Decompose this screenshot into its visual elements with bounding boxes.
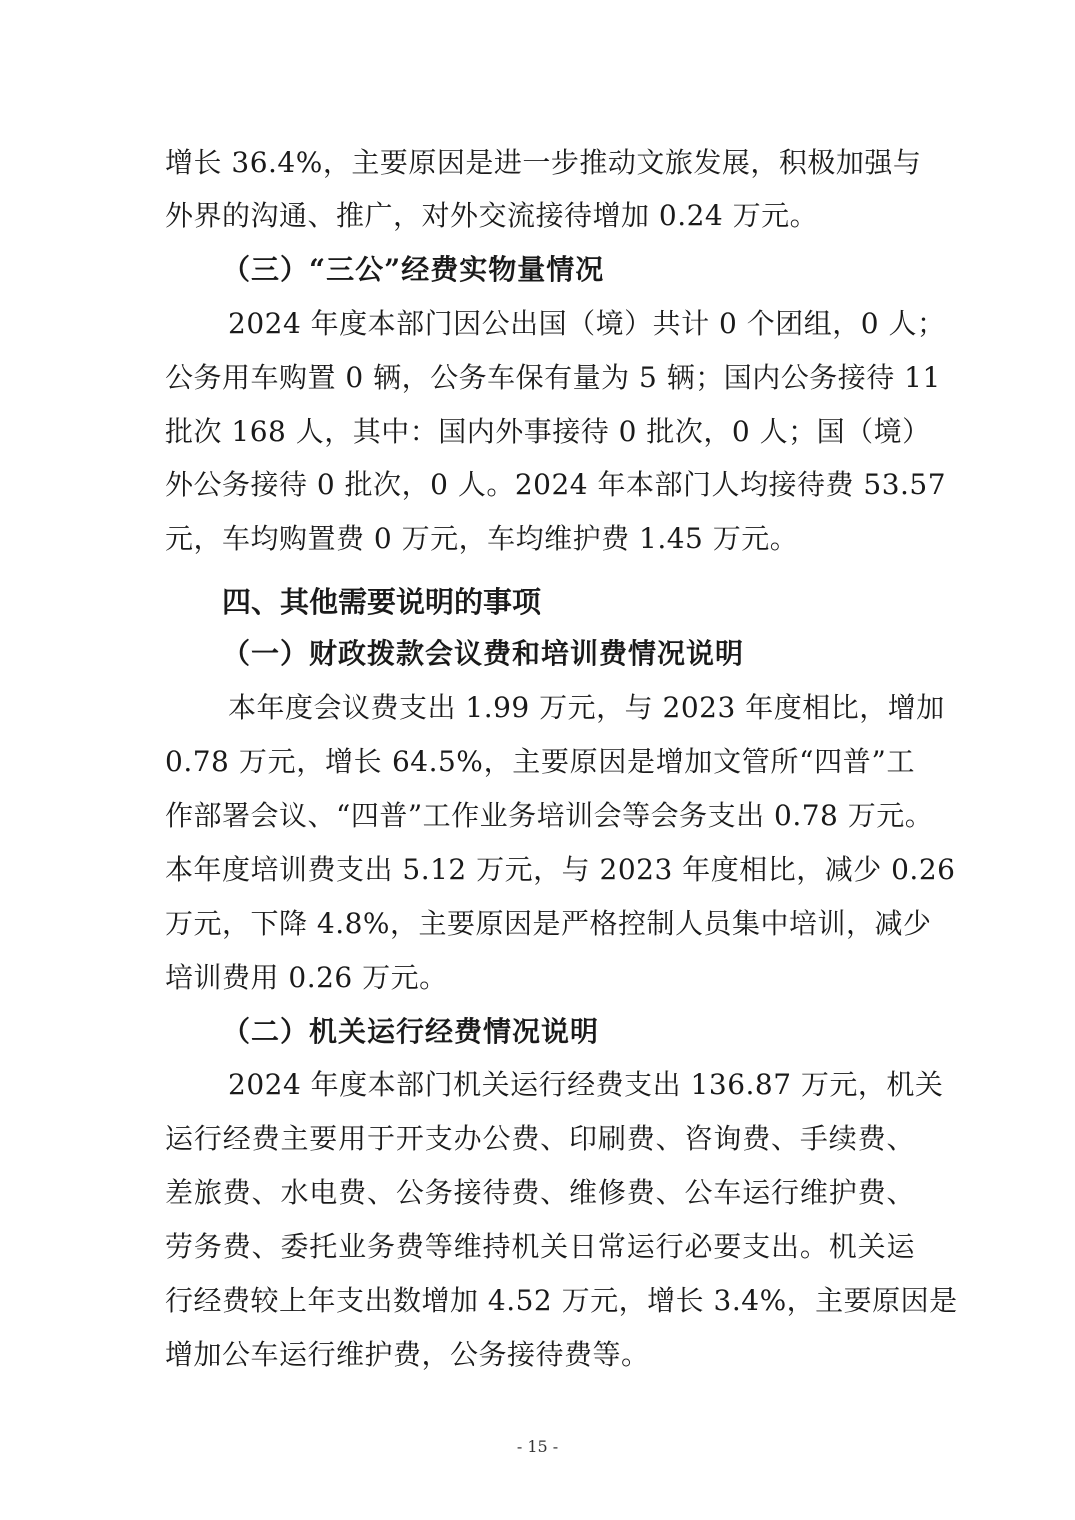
para3-line-6: 培训费用 0.26 万元。 — [165, 961, 448, 994]
para1-line-1: 增长 36.4%，主要原因是进一步推动文旅发展，积极加强与 — [165, 146, 922, 179]
subsection-heading-4-2: （二）机关运行经费情况说明 — [222, 1015, 600, 1048]
para4-line-2: 运行经费主要用于开支办公费、印刷费、咨询费、手续费、 — [165, 1122, 915, 1155]
section-heading-3: （三）“三公”经费实物量情况 — [222, 253, 605, 286]
para3-line-4: 本年度培训费支出 5.12 万元，与 2023 年度相比，减少 0.26 — [165, 853, 956, 886]
para4-line-4: 劳务费、委托业务费等维持机关日常运行必要支出。机关运 — [165, 1230, 915, 1263]
para4-line-3: 差旅费、水电费、公务接待费、维修费、公车运行维护费、 — [165, 1176, 915, 1209]
para1-line-2: 外界的沟通、推广，对外交流接待增加 0.24 万元。 — [165, 199, 819, 232]
para3-line-2: 0.78 万元，增长 64.5%，主要原因是增加文管所“四普”工 — [165, 745, 915, 778]
para2-line-4: 外公务接待 0 批次，0 人。2024 年本部门人均接待费 53.57 — [165, 468, 947, 501]
para3-line-3: 作部署会议、“四普”工作业务培训会等会务支出 0.78 万元。 — [165, 799, 934, 832]
para2-line-1: 2024 年度本部门因公出国（境）共计 0 个团组，0 人； — [228, 307, 946, 340]
section-heading-4: 四、其他需要说明的事项 — [222, 585, 542, 619]
para3-line-1: 本年度会议费支出 1.99 万元，与 2023 年度相比，增加 — [228, 691, 945, 724]
para3-line-5: 万元，下降 4.8%，主要原因是严格控制人员集中培训，减少 — [165, 907, 932, 940]
para2-line-2: 公务用车购置 0 辆，公务车保有量为 5 辆；国内公务接待 11 — [165, 361, 941, 394]
subsection-heading-4-1: （一）财政拨款会议费和培训费情况说明 — [222, 637, 745, 670]
page-number: - 15 - — [516, 1437, 559, 1456]
para4-line-6: 增加公车运行维护费，公务接待费等。 — [165, 1338, 650, 1371]
para2-line-5: 元，车均购置费 0 万元，车均维护费 1.45 万元。 — [165, 522, 799, 555]
para2-line-3: 批次 168 人，其中：国内外事接待 0 批次，0 人；国（境） — [165, 415, 931, 448]
para4-line-1: 2024 年度本部门机关运行经费支出 136.87 万元，机关 — [228, 1068, 944, 1101]
para4-line-5: 行经费较上年支出数增加 4.52 万元，增长 3.4%，主要原因是 — [165, 1284, 958, 1317]
